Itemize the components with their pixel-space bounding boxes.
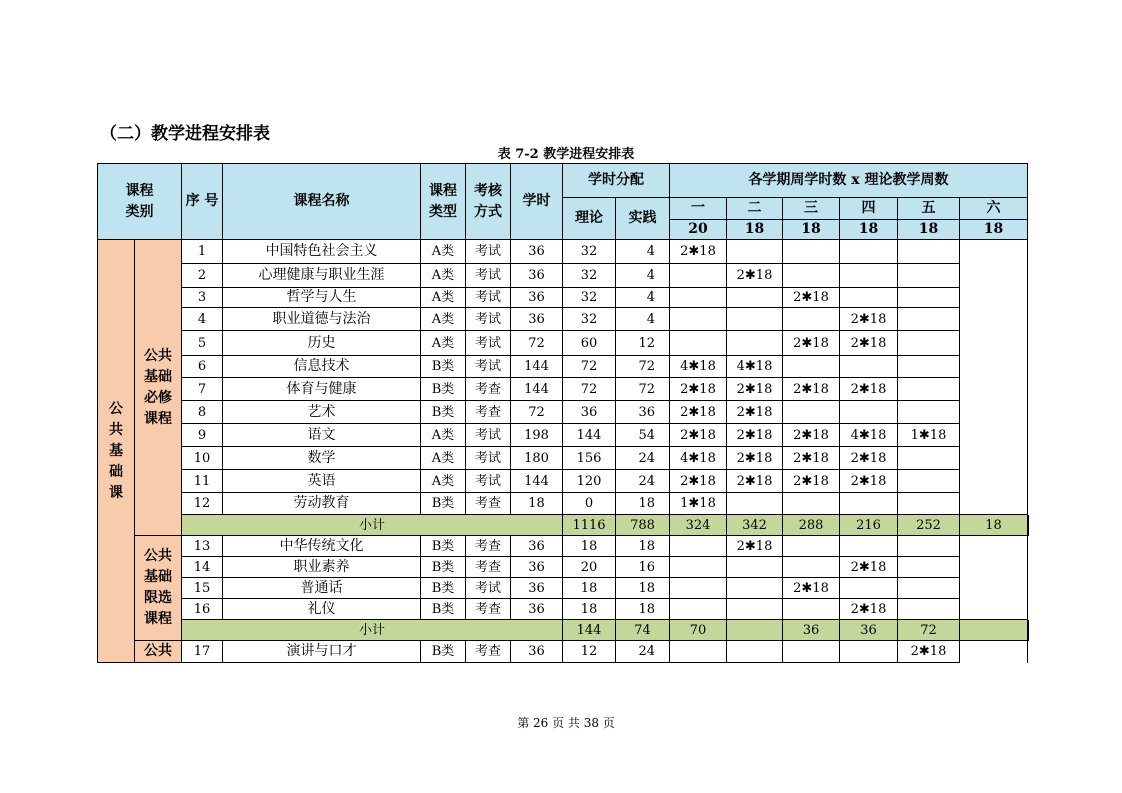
- hours: 36: [511, 264, 563, 288]
- theory-hours: 18: [563, 578, 616, 599]
- table-row: [98, 599, 1029, 620]
- term-hours: [727, 288, 783, 308]
- course-type: A类: [421, 308, 466, 331]
- header-term: 四: [840, 198, 898, 220]
- practice-hours: 4: [616, 288, 670, 308]
- row-no: 7: [182, 378, 223, 401]
- practice-hours: 12: [616, 331, 670, 356]
- term-hours: [783, 264, 840, 288]
- term-hours: 4✱18: [727, 356, 783, 378]
- course-type: A类: [421, 240, 466, 264]
- term-hours: 1✱18: [898, 424, 960, 447]
- term-hours: [840, 578, 898, 599]
- term-hours: 4✱18: [670, 356, 727, 378]
- term-hours: [840, 536, 898, 557]
- header-theory: 理论: [563, 198, 616, 240]
- subtotal-term: [1028, 620, 1029, 641]
- term-hours: 2✱18: [783, 470, 840, 493]
- table-row: [98, 264, 1029, 288]
- theory-hours: 32: [563, 264, 616, 288]
- course-name: 信息技术: [223, 356, 421, 378]
- term-hours: [898, 378, 960, 401]
- term-hours: [960, 447, 1028, 470]
- course-type: A类: [421, 424, 466, 447]
- hours: 36: [511, 557, 563, 578]
- term-hours: [960, 308, 1028, 331]
- header-practice: 实践: [616, 198, 670, 240]
- term-hours: [898, 308, 960, 331]
- header-weeks: 18: [960, 220, 1028, 240]
- term-hours: 2✱18: [783, 578, 840, 599]
- subtotal-label: 小计: [182, 620, 563, 641]
- term-hours: 2✱18: [840, 378, 898, 401]
- term-hours: 2✱18: [783, 331, 840, 356]
- term-hours: [670, 288, 727, 308]
- table-row: [98, 536, 1029, 557]
- term-hours: 2✱18: [783, 424, 840, 447]
- theory-hours: 72: [563, 356, 616, 378]
- term-hours: [727, 493, 783, 515]
- table-row: [98, 308, 1029, 331]
- theory-hours: 120: [563, 470, 616, 493]
- course-name: 普通话: [223, 578, 421, 599]
- term-hours: [898, 557, 960, 578]
- course-type: B类: [421, 599, 466, 620]
- header-seq: 序 号: [182, 164, 223, 240]
- exam-method: 考试: [466, 470, 511, 493]
- table-row: [98, 578, 1029, 599]
- subtotal-term: 216: [840, 515, 898, 536]
- term-hours: 2✱18: [898, 641, 960, 663]
- table-row: [98, 470, 1029, 493]
- table-caption: 表 7-2 教学进程安排表: [497, 147, 635, 162]
- header-category: 课程类别: [98, 164, 182, 240]
- term-hours: [840, 356, 898, 378]
- term-hours: [960, 356, 1028, 378]
- hours: 36: [511, 599, 563, 620]
- course-name: 历史: [223, 331, 421, 356]
- table-row: [98, 447, 1029, 470]
- subtotal-term: [1028, 515, 1029, 536]
- subtotal-theory: 74: [616, 620, 670, 641]
- header-weeks: 20: [670, 220, 727, 240]
- term-hours: 2✱18: [840, 447, 898, 470]
- header-term: 六: [960, 198, 1028, 220]
- term-hours: 2✱18: [840, 331, 898, 356]
- term-hours: 2✱18: [727, 401, 783, 424]
- course-type: B类: [421, 356, 466, 378]
- course-type: A类: [421, 447, 466, 470]
- subtotal-row: [98, 515, 1029, 536]
- row-no: 8: [182, 401, 223, 424]
- exam-method: 考查: [466, 493, 511, 515]
- term-hours: [898, 356, 960, 378]
- theory-hours: 144: [563, 424, 616, 447]
- subtotal-term: 288: [783, 515, 840, 536]
- term-hours: [670, 331, 727, 356]
- subtotal-term: 18: [960, 515, 1028, 536]
- table-row: [98, 378, 1029, 401]
- subtotal-term: 342: [727, 515, 783, 536]
- header-weeks: 18: [840, 220, 898, 240]
- theory-hours: 32: [563, 240, 616, 264]
- term-hours: [840, 641, 898, 663]
- term-hours: 2✱18: [670, 470, 727, 493]
- term-hours: [670, 557, 727, 578]
- course-type: B类: [421, 557, 466, 578]
- term-hours: 2✱18: [783, 288, 840, 308]
- term-hours: [960, 401, 1028, 424]
- row-no: 3: [182, 288, 223, 308]
- term-hours: [898, 240, 960, 264]
- hours: 36: [511, 288, 563, 308]
- practice-hours: 4: [616, 264, 670, 288]
- row-no: 12: [182, 493, 223, 515]
- exam-method: 考查: [466, 641, 511, 663]
- course-name: 艺术: [223, 401, 421, 424]
- term-hours: [898, 599, 960, 620]
- course-name: 职业素养: [223, 557, 421, 578]
- term-hours: 2✱18: [727, 424, 783, 447]
- header-name: 课程名称: [223, 164, 421, 240]
- course-name: 中华传统文化: [223, 536, 421, 557]
- subtotal-label: 小计: [182, 515, 563, 536]
- subtotal-term: 36: [783, 620, 840, 641]
- table-row: [98, 288, 1029, 308]
- table-row: [98, 641, 1029, 663]
- term-hours: [898, 447, 960, 470]
- term-hours: [783, 493, 840, 515]
- term-hours: [840, 240, 898, 264]
- practice-hours: 18: [616, 493, 670, 515]
- term-hours: [960, 557, 1028, 578]
- practice-hours: 36: [616, 401, 670, 424]
- course-name: 语文: [223, 424, 421, 447]
- term-hours: [670, 308, 727, 331]
- term-hours: [783, 599, 840, 620]
- hours: 36: [511, 240, 563, 264]
- term-hours: 2✱18: [670, 378, 727, 401]
- header-hours: 学时: [511, 164, 563, 240]
- term-hours: 1✱18: [670, 493, 727, 515]
- header-weeks: 18: [727, 220, 783, 240]
- row-no: 5: [182, 331, 223, 356]
- practice-hours: 18: [616, 536, 670, 557]
- term-hours: 2✱18: [727, 447, 783, 470]
- theory-hours: 20: [563, 557, 616, 578]
- table-row: [98, 356, 1029, 378]
- table-row: [98, 331, 1029, 356]
- row-no: 15: [182, 578, 223, 599]
- hours: 144: [511, 356, 563, 378]
- exam-method: 考试: [466, 308, 511, 331]
- row-no: 13: [182, 536, 223, 557]
- term-hours: [840, 264, 898, 288]
- header-term: 三: [783, 198, 840, 220]
- hours: 180: [511, 447, 563, 470]
- term-hours: 2✱18: [670, 424, 727, 447]
- subtotal-term: 72: [898, 620, 960, 641]
- term-hours: [670, 578, 727, 599]
- practice-hours: 18: [616, 578, 670, 599]
- hours: 198: [511, 424, 563, 447]
- course-type: B类: [421, 641, 466, 663]
- course-type: A类: [421, 264, 466, 288]
- term-hours: [840, 288, 898, 308]
- theory-hours: 36: [563, 401, 616, 424]
- hours: 72: [511, 331, 563, 356]
- exam-method: 考试: [466, 331, 511, 356]
- term-hours: [898, 331, 960, 356]
- theory-hours: 72: [563, 378, 616, 401]
- course-type: B类: [421, 493, 466, 515]
- term-hours: [727, 641, 783, 663]
- exam-method: 考试: [466, 356, 511, 378]
- row-no: 11: [182, 470, 223, 493]
- header-term: 一: [670, 198, 727, 220]
- subtotal-hours: 144: [563, 620, 616, 641]
- term-hours: [840, 401, 898, 424]
- term-hours: [960, 599, 1028, 620]
- term-hours: 2✱18: [727, 264, 783, 288]
- term-hours: 2✱18: [783, 378, 840, 401]
- row-no: 16: [182, 599, 223, 620]
- practice-hours: 4: [616, 308, 670, 331]
- term-hours: [898, 288, 960, 308]
- header-weekly: 各学期周学时数 x 理论教学周数: [670, 164, 1028, 198]
- subtotal-practice: 324: [670, 515, 727, 536]
- term-hours: 2✱18: [727, 536, 783, 557]
- practice-hours: 24: [616, 447, 670, 470]
- teaching-schedule-table: [97, 163, 1029, 663]
- course-type: A类: [421, 331, 466, 356]
- exam-method: 考试: [466, 447, 511, 470]
- row-no: 9: [182, 424, 223, 447]
- category-outer: 公共基础课: [98, 240, 135, 663]
- exam-method: 考试: [466, 264, 511, 288]
- term-hours: 4✱18: [840, 424, 898, 447]
- hours: 144: [511, 378, 563, 401]
- subtotal-theory: 788: [616, 515, 670, 536]
- exam-method: 考查: [466, 378, 511, 401]
- practice-hours: 72: [616, 378, 670, 401]
- hours: 72: [511, 401, 563, 424]
- term-hours: 2✱18: [670, 401, 727, 424]
- practice-hours: 16: [616, 557, 670, 578]
- header-weeks: 18: [898, 220, 960, 240]
- term-hours: [727, 599, 783, 620]
- category-group: 公共基础必修课程: [135, 240, 182, 536]
- hours: 36: [511, 536, 563, 557]
- term-hours: [670, 536, 727, 557]
- course-type: B类: [421, 578, 466, 599]
- theory-hours: 0: [563, 493, 616, 515]
- subtotal-term: [960, 620, 1028, 641]
- term-hours: [670, 264, 727, 288]
- course-name: 哲学与人生: [223, 288, 421, 308]
- subtotal-hours: 1116: [563, 515, 616, 536]
- row-no: 1: [182, 240, 223, 264]
- practice-hours: 4: [616, 240, 670, 264]
- term-hours: [960, 424, 1028, 447]
- term-hours: 2✱18: [670, 240, 727, 264]
- theory-hours: 60: [563, 331, 616, 356]
- row-no: 17: [182, 641, 223, 663]
- term-hours: 2✱18: [783, 447, 840, 470]
- term-hours: [670, 641, 727, 663]
- term-hours: [960, 378, 1028, 401]
- hours: 36: [511, 578, 563, 599]
- term-hours: [727, 308, 783, 331]
- header-term: 二: [727, 198, 783, 220]
- section-title: （二）教学进程安排表: [100, 124, 270, 144]
- exam-method: 考查: [466, 536, 511, 557]
- category-group: 公共: [135, 641, 182, 663]
- term-hours: 2✱18: [840, 470, 898, 493]
- course-name: 英语: [223, 470, 421, 493]
- table-row: [98, 424, 1029, 447]
- hours: 144: [511, 470, 563, 493]
- term-hours: [727, 331, 783, 356]
- hours: 36: [511, 308, 563, 331]
- term-hours: [960, 288, 1028, 308]
- exam-method: 考试: [466, 424, 511, 447]
- course-name: 体育与健康: [223, 378, 421, 401]
- course-type: B类: [421, 378, 466, 401]
- term-hours: [960, 331, 1028, 356]
- term-hours: [840, 493, 898, 515]
- subtotal-term: 36: [840, 620, 898, 641]
- term-hours: [960, 536, 1028, 557]
- term-hours: [898, 264, 960, 288]
- term-hours: [960, 578, 1028, 599]
- table-row: [98, 240, 1029, 264]
- term-hours: 2✱18: [727, 378, 783, 401]
- term-hours: [783, 308, 840, 331]
- exam-method: 考试: [466, 578, 511, 599]
- term-hours: 2✱18: [727, 470, 783, 493]
- row-no: 4: [182, 308, 223, 331]
- practice-hours: 72: [616, 356, 670, 378]
- term-hours: [670, 599, 727, 620]
- theory-hours: 156: [563, 447, 616, 470]
- course-name: 礼仪: [223, 599, 421, 620]
- row-no: 6: [182, 356, 223, 378]
- term-hours: [783, 557, 840, 578]
- row-no: 14: [182, 557, 223, 578]
- term-hours: [960, 641, 1028, 663]
- term-hours: [960, 240, 1028, 264]
- practice-hours: 18: [616, 599, 670, 620]
- page-footer: 第 26 页 共 38 页: [517, 716, 615, 730]
- theory-hours: 12: [563, 641, 616, 663]
- exam-method: 考查: [466, 599, 511, 620]
- term-hours: 4✱18: [670, 447, 727, 470]
- term-hours: [898, 401, 960, 424]
- practice-hours: 24: [616, 641, 670, 663]
- term-hours: [960, 470, 1028, 493]
- term-hours: [783, 401, 840, 424]
- subtotal-row: [98, 620, 1029, 641]
- course-type: A类: [421, 288, 466, 308]
- theory-hours: 32: [563, 308, 616, 331]
- course-name: 中国特色社会主义: [223, 240, 421, 264]
- term-hours: [783, 356, 840, 378]
- term-hours: [727, 578, 783, 599]
- practice-hours: 24: [616, 470, 670, 493]
- exam-method: 考试: [466, 288, 511, 308]
- table-row: [98, 557, 1029, 578]
- course-type: A类: [421, 470, 466, 493]
- course-name: 数学: [223, 447, 421, 470]
- term-hours: [727, 240, 783, 264]
- theory-hours: 18: [563, 599, 616, 620]
- course-name: 劳动教育: [223, 493, 421, 515]
- term-hours: [898, 578, 960, 599]
- practice-hours: 54: [616, 424, 670, 447]
- term-hours: [727, 557, 783, 578]
- term-hours: [783, 641, 840, 663]
- hours: 36: [511, 641, 563, 663]
- term-hours: 2✱18: [840, 599, 898, 620]
- term-hours: [898, 470, 960, 493]
- subtotal-practice: 70: [670, 620, 727, 641]
- header-weeks: 18: [783, 220, 840, 240]
- table-row: [98, 401, 1029, 424]
- term-hours: 2✱18: [840, 308, 898, 331]
- term-hours: [898, 493, 960, 515]
- term-hours: [898, 536, 960, 557]
- subtotal-term: 252: [898, 515, 960, 536]
- term-hours: [960, 493, 1028, 515]
- hours: 18: [511, 493, 563, 515]
- term-hours: 2✱18: [840, 557, 898, 578]
- course-type: B类: [421, 536, 466, 557]
- row-no: 2: [182, 264, 223, 288]
- course-name: 演讲与口才: [223, 641, 421, 663]
- header-exam: 考核方式: [466, 164, 511, 240]
- course-name: 心理健康与职业生涯: [223, 264, 421, 288]
- course-type: B类: [421, 401, 466, 424]
- exam-method: 考查: [466, 401, 511, 424]
- header-type: 课程类型: [421, 164, 466, 240]
- exam-method: 考试: [466, 240, 511, 264]
- table-row: [98, 493, 1029, 515]
- header-term: 五: [898, 198, 960, 220]
- row-no: 10: [182, 447, 223, 470]
- theory-hours: 32: [563, 288, 616, 308]
- term-hours: [783, 536, 840, 557]
- exam-method: 考查: [466, 557, 511, 578]
- course-name: 职业道德与法治: [223, 308, 421, 331]
- header-distribution: 学时分配: [563, 164, 670, 198]
- theory-hours: 18: [563, 536, 616, 557]
- subtotal-term: [727, 620, 783, 641]
- category-group: 公共基础限选课程: [135, 536, 182, 641]
- term-hours: [960, 264, 1028, 288]
- term-hours: [783, 240, 840, 264]
